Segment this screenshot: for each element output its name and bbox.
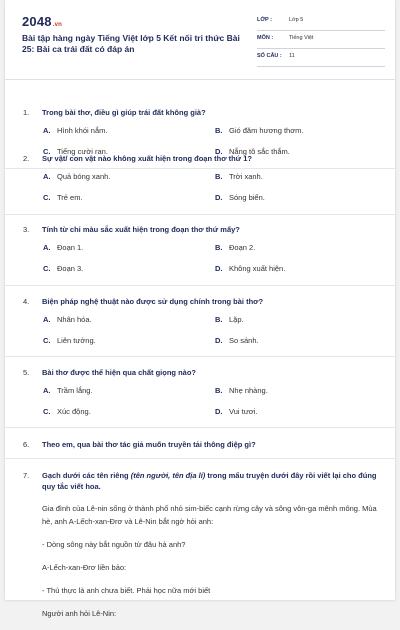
option-b[interactable] <box>215 386 355 395</box>
question-text: Bài thơ được thể hiện qua chất giọng nào? <box>42 368 197 377</box>
document-page <box>5 0 395 618</box>
passage-paragraph: - Thú thực là anh chưa biết. Phải học nữa mới biết <box>42 586 211 595</box>
question-number: 3. <box>23 225 30 234</box>
option-c[interactable] <box>43 264 183 273</box>
option-text: Trầm lắng. <box>57 386 93 395</box>
question-text <box>42 470 382 492</box>
question-3 <box>23 224 382 287</box>
option-text: Quả bóng xanh. <box>57 172 111 181</box>
option-letter: A. <box>43 172 51 181</box>
passage-paragraph: Gia đình của Lê-nin sống ở thành phố nhỏ sim-biếc cạnh rừng cây và sông vôn-ga mênh mông. Mùa hè, anh A-Lếch-xan-Đrơ và Lê-Nin bắt ngờ hỏi anh: <box>42 504 377 526</box>
question-5 <box>23 367 382 430</box>
option-letter: C. <box>43 147 51 156</box>
option-b[interactable] <box>215 315 355 324</box>
option-c[interactable] <box>43 407 183 416</box>
option-d[interactable] <box>215 407 355 416</box>
question-divider <box>5 214 395 215</box>
question-2 <box>23 153 382 216</box>
option-list <box>23 241 382 287</box>
meta-key: MÔN : <box>257 35 274 41</box>
option-letter: D. <box>215 407 223 416</box>
question-heading <box>23 107 382 118</box>
option-text: Gió đăm hương thơm. <box>229 126 304 135</box>
option-d[interactable] <box>215 336 355 345</box>
meta-key: SỐ CÂU : <box>257 53 282 59</box>
question-heading <box>23 296 382 307</box>
meta-value: 11 <box>289 53 295 59</box>
meta-key: LỚP : <box>257 17 272 23</box>
question-heading <box>23 153 382 164</box>
option-text: Nắng tô sắc thắm. <box>229 147 290 156</box>
question-7 <box>23 470 382 492</box>
question-6 <box>23 439 382 450</box>
question-number: 2. <box>23 154 30 163</box>
option-text: Nhân hóa. <box>57 315 92 324</box>
option-text: Không xuất hiện. <box>229 264 286 273</box>
option-letter: A. <box>43 243 51 252</box>
meta-value: Lớp 5 <box>289 17 304 23</box>
option-letter: B. <box>215 315 223 324</box>
question-heading <box>23 439 382 450</box>
option-letter: B. <box>215 386 223 395</box>
option-a[interactable] <box>43 315 183 324</box>
option-text: Nhẹ nhàng. <box>229 386 268 395</box>
option-letter: C. <box>43 193 51 202</box>
option-text: Xúc động. <box>57 407 91 416</box>
option-text: Lặp. <box>229 315 244 324</box>
question-number: 4. <box>23 297 30 306</box>
site-logo[interactable] <box>22 14 62 29</box>
question-text-part: trong mẩu truyện dưới đây rồi viết lại cho đúng quy tắc viết hoa. <box>42 471 377 491</box>
option-letter: B. <box>215 243 223 252</box>
passage-paragraph: A-Lếch-xan-Đrơ liền bảo: <box>42 563 127 572</box>
question-divider <box>5 285 395 286</box>
option-b[interactable] <box>215 126 355 135</box>
option-text: Vui tươi. <box>229 407 258 416</box>
option-text: Liên tưởng. <box>57 336 96 345</box>
option-letter: B. <box>215 126 223 135</box>
meta-value: Tiếng Việt <box>289 35 314 41</box>
option-text: Sóng biển. <box>229 193 265 202</box>
logo-text: 2048 <box>22 14 52 29</box>
option-list <box>23 170 382 216</box>
option-letter: B. <box>215 172 223 181</box>
option-c[interactable] <box>43 193 183 202</box>
question-text: Sự vật/ con vật nào không xuất hiện trong đoạn thơ thứ 1? <box>42 154 252 163</box>
document-title: Bài tập hàng ngày Tiếng Việt lớp 5 Kết nối tri thức Bài 25: Bài ca trái đất có đáp án <box>22 33 240 54</box>
option-text: Đoạn 1. <box>57 243 84 252</box>
option-letter: C. <box>43 264 51 273</box>
question-heading <box>23 470 382 492</box>
option-letter: A. <box>43 386 51 395</box>
option-d[interactable] <box>215 193 355 202</box>
story-passage <box>42 502 382 630</box>
question-number: 6. <box>23 440 30 449</box>
option-a[interactable] <box>43 126 183 135</box>
meta-row-class <box>257 13 385 31</box>
question-text: Trong bài thơ, điều gì giúp trái đất không già? <box>42 108 206 117</box>
option-letter: A. <box>43 126 51 135</box>
option-d[interactable] <box>215 264 355 273</box>
question-text-italic: (tên người, tên địa lí) <box>130 471 206 480</box>
question-number: 5. <box>23 368 30 377</box>
option-text: Đoạn 3. <box>57 264 84 273</box>
question-heading <box>23 367 382 378</box>
option-b[interactable] <box>215 243 355 252</box>
document-header <box>5 0 395 68</box>
question-divider <box>5 427 395 428</box>
option-letter: C. <box>43 407 51 416</box>
option-text: Hình khói nắm. <box>57 126 108 135</box>
option-c[interactable] <box>43 336 183 345</box>
header-divider <box>5 79 395 80</box>
question-heading <box>23 224 382 235</box>
meta-row-count <box>257 49 385 67</box>
question-text: Biện pháp nghệ thuật nào được sử dụng chính trong bài thơ? <box>42 297 264 306</box>
option-letter: D. <box>215 264 223 273</box>
option-a[interactable] <box>43 172 183 181</box>
meta-row-subject <box>257 31 385 49</box>
option-text: Đoạn 2. <box>229 243 256 252</box>
document-meta <box>257 13 385 67</box>
option-letter: D. <box>215 193 223 202</box>
option-letter: A. <box>43 315 51 324</box>
option-a[interactable] <box>43 243 183 252</box>
option-text: Trời xanh. <box>229 172 263 181</box>
logo-suffix: .vn <box>52 22 63 28</box>
option-a[interactable] <box>43 386 183 395</box>
question-number: 1. <box>23 108 30 117</box>
option-letter: D. <box>215 147 223 156</box>
question-divider <box>5 356 395 357</box>
question-4 <box>23 296 382 359</box>
question-text: Tính từ chỉ màu sắc xuất hiện trong đoạn thơ thứ mấy? <box>42 225 240 234</box>
option-letter: C. <box>43 336 51 345</box>
option-list <box>23 313 382 359</box>
question-divider <box>5 458 395 459</box>
option-letter: D. <box>215 336 223 345</box>
question-text: Theo em, qua bài thơ tác giả muốn truyền tải thông điệp gì? <box>42 440 256 449</box>
question-number: 7. <box>23 471 30 480</box>
passage-paragraph: - Dòng sông này bắt nguồn từ đâu hả anh? <box>42 540 186 549</box>
question-text-part: Gạch dưới các tên riêng <box>42 471 131 480</box>
option-list <box>23 384 382 430</box>
option-text: Tiếng cười ran. <box>57 147 108 156</box>
option-text: Trẻ em. <box>57 193 83 202</box>
option-b[interactable] <box>215 172 355 181</box>
passage-paragraph: Người anh hỏi Lê-Nin: <box>42 609 117 618</box>
option-text: So sánh. <box>229 336 259 345</box>
